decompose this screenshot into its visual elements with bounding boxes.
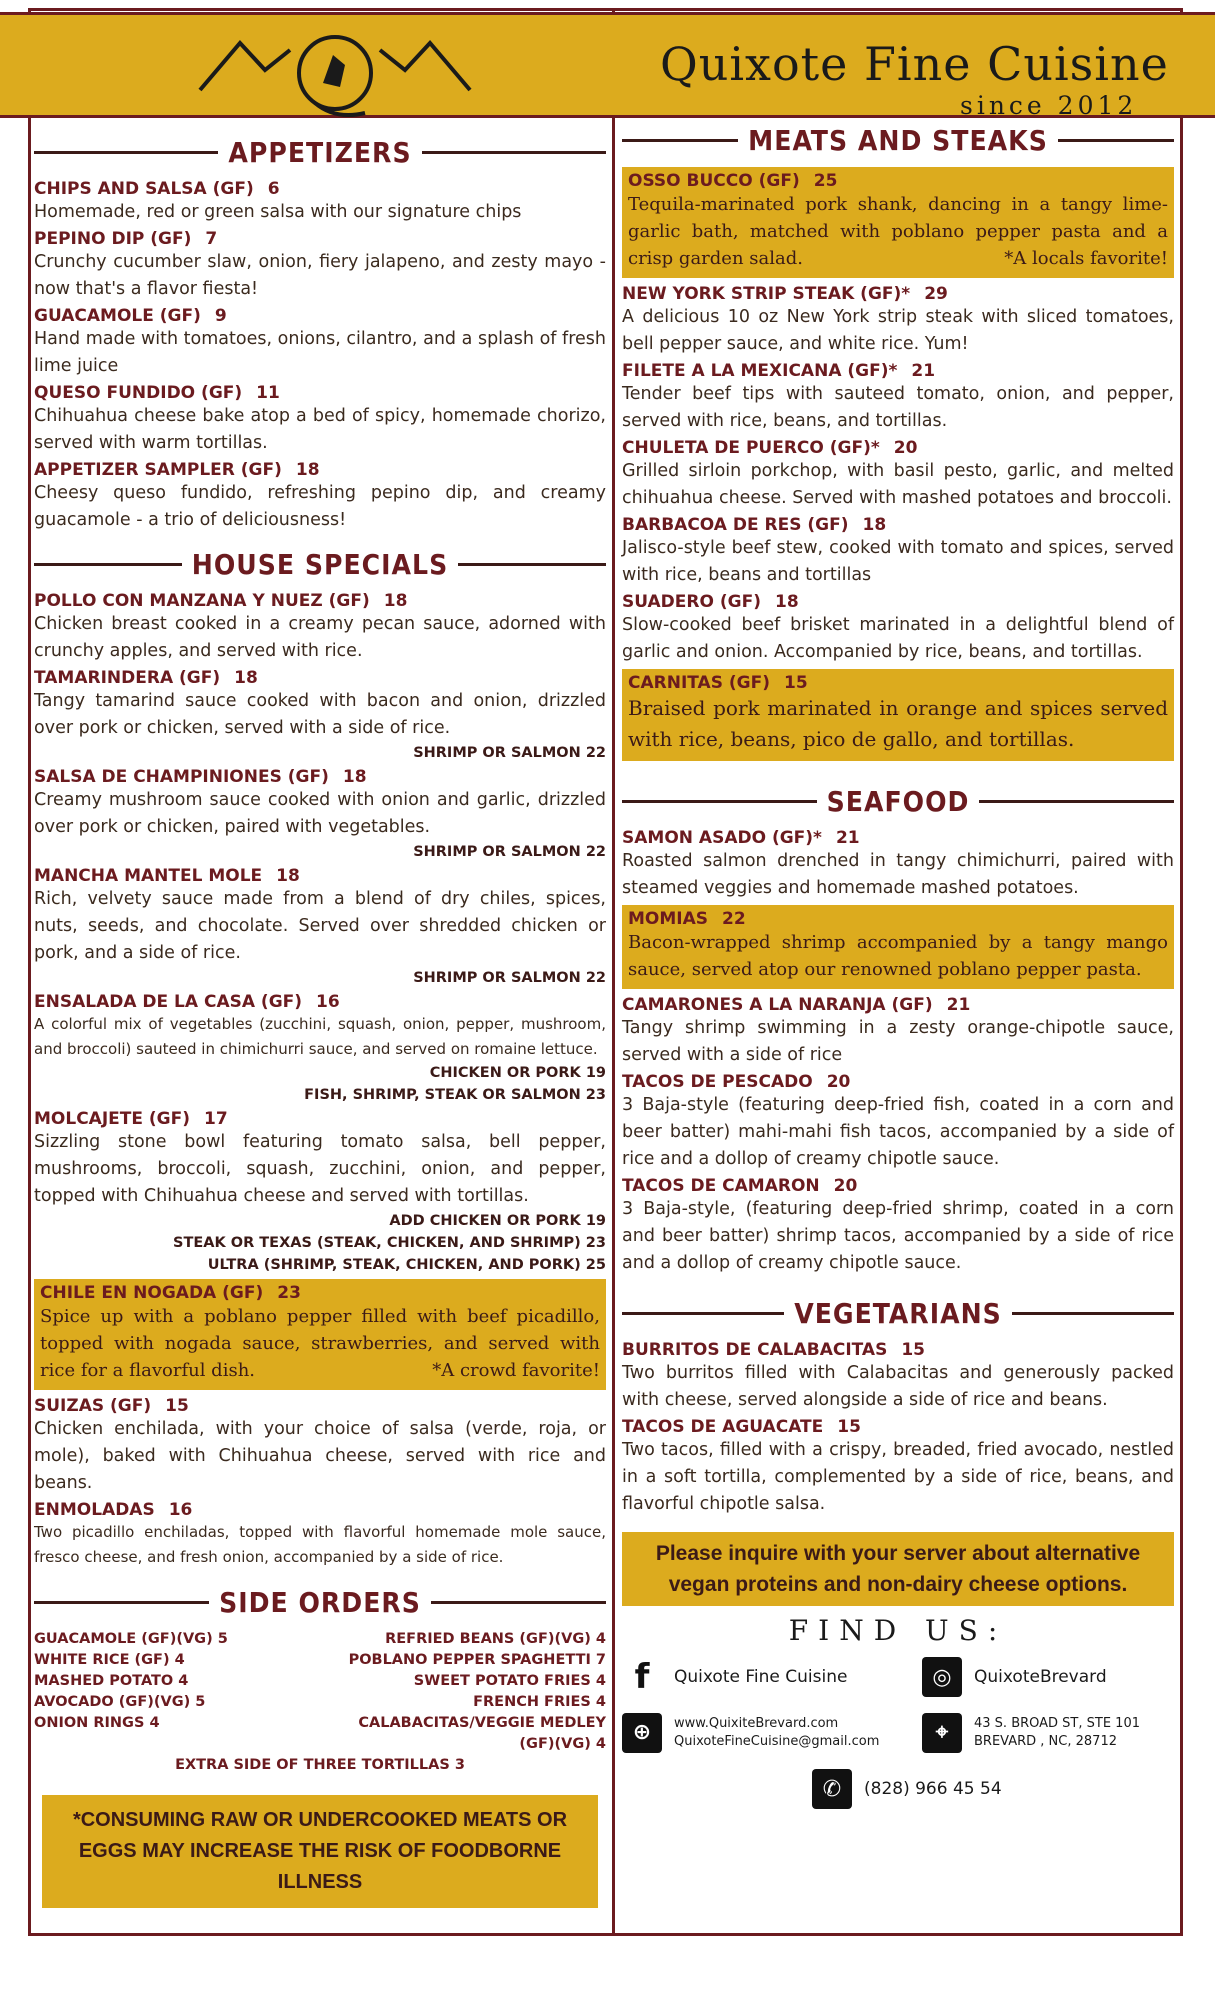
side-item: EXTRA SIDE OF THREE TORTILLAS 3 [175, 1757, 465, 1773]
side-item: ONION RINGS 4 [34, 1715, 160, 1731]
featured-menu-item: CHILE EN NOGADA (GF) 23 Spice up with a poblano pepper filled with beef picadillo, topped with nogada sauce, strawberries, and served with rice for a flavorful dish. *A crowd favorite! [34, 1279, 606, 1390]
menu-item: TACOS DE AGUACATE 15 Two tacos, filled with a crispy, breaded, fried avocado, nestled in a soft tortilla, complemented by a side of rice, beans, and flavorful chipotle salsa. [622, 1417, 1174, 1514]
menu-item: GUACAMOLE (GF) 9 Hand made with tomatoes, onions, cilantro, and a splash of fresh lime juice [34, 306, 606, 376]
featured-menu-item: CARNITAS (GF) 15 Braised pork marinated in orange and spices served with rice, beans, pico de gallo, and tortillas. [622, 669, 1174, 761]
logo [195, 25, 475, 120]
find-us-heading: FIND US: [788, 1614, 1008, 1647]
menu-item: ENSALADA DE LA CASA (GF) 16 A colorful mix of vegetables (zucchini, squash, onion, pepper, mushroom, and broccoli) sauteed in chimichurri sauce, and served on romaine lettuce. CHICKEN OR PORK 19 FISH, SHRIMP, STEAK OR SALMON 23 [34, 992, 606, 1103]
contact-block [622, 1657, 1174, 1827]
facebook-icon: f [634, 1657, 650, 1697]
menu-item: TACOS DE PESCADO 20 3 Baja-style (featuring deep-fried fish, coated in a corn and beer batter) mahi-mahi fish tacos, accompanied by a side of rice and a dollop of creamy chipotle sauce. [622, 1072, 1174, 1169]
menu-item: TACOS DE CAMARON 20 3 Baja-style, (featuring deep-fried shrimp, coated in a corn and beer batter) shrimp tacos, accompanied by a side of rice and a dollop of creamy chipotle sauce. [622, 1176, 1174, 1273]
instagram-icon: ◎ [922, 1657, 962, 1697]
vegetarians-heading: VEGETARIANS [622, 1297, 1174, 1330]
right-column [622, 118, 1174, 1827]
menu-item: APPETIZER SAMPLER (GF) 18 Cheesy queso fundido, refreshing pepino dip, and creamy guacamole - a trio of deliciousness! [34, 460, 606, 530]
column-divider [612, 8, 615, 1936]
menu-item: QUESO FUNDIDO (GF) 11 Chihuahua cheese bake atop a bed of spicy, homemade chorizo, served with warm tortillas. [34, 383, 606, 453]
side-item: GUACAMOLE (GF)(VG) 5 [34, 1631, 228, 1647]
phone-icon: ✆ [812, 1769, 852, 1809]
brand-since: since 2012 [960, 91, 1138, 120]
menu-item: SAMON ASADO (GF)* 21 Roasted salmon drenched in tangy chimichurri, paired with steamed veggies and homemade mashed potatoes. [622, 828, 1174, 898]
address: ⌖ 43 S. BROAD ST, STE 101 BREVARD , NC, 28712 [922, 1713, 1140, 1753]
featured-menu-item: OSSO BUCCO (GF) 25 Tequila-marinated pork shank, dancing in a tangy lime-garlic bath, matched with poblano pepper pasta and a crisp garden salad. *A locals favorite! [622, 167, 1174, 278]
menu-item: SUADERO (GF) 18 Slow-cooked beef brisket marinated in a delightful blend of garlic and onion. Accompanied by rice, beans, and tortillas. [622, 592, 1174, 662]
seafood-heading: SEAFOOD [622, 785, 1174, 818]
menu-item: MOLCAJETE (GF) 17 Sizzling stone bowl featuring tomato salsa, bell pepper, mushrooms, broccoli, squash, zucchini, onion, and pepper, topped with Chihuahua cheese and served with tortillas. ADD CHICKEN OR PORK 19 STEAK OR TEXAS (STEAK, CHICKEN, AND SHRIMP) 23 ULTRA (SHRIMP, STEAK, CHICKEN, AND PORK) 25 [34, 1109, 606, 1273]
left-column [34, 130, 606, 1908]
menu-item: MANCHA MANTEL MOLE 18 Rich, velvety sauce made from a blend of dry chiles, spices, nuts, seeds, and chocolate. Served over shredded chicken or pork, and a side of rice. SHRIMP OR SALMON 22 [34, 866, 606, 986]
menu-item: BURRITOS DE CALABACITAS 15 Two burritos filled with Calabacitas and generously packed with cheese, served alongside a side of rice and beans. [622, 1340, 1174, 1410]
meats-heading: MEATS AND STEAKS [622, 124, 1174, 157]
menu-item: CHULETA DE PUERCO (GF)* 20 Grilled sirloin porkchop, with basil pesto, garlic, and melted chihuahua cheese. Served with mashed potatoes and broccoli. [622, 438, 1174, 508]
menu-item: CAMARONES A LA NARANJA (GF) 21 Tangy shrimp swimming in a zesty orange-chipotle sauce, served with a side of rice [622, 995, 1174, 1065]
instagram-link[interactable]: ◎ QuixoteBrevard [922, 1657, 1107, 1697]
website-link[interactable]: ⊕ www.QuixiteBrevard.com QuixoteFineCuisine@gmail.com [622, 1713, 879, 1753]
menu-item: TAMARINDERA (GF) 18 Tangy tamarind sauce cooked with bacon and onion, drizzled over pork or chicken, served with a side of rice. SHRIMP OR SALMON 22 [34, 668, 606, 761]
brand-title: Quixote Fine Cuisine [660, 37, 1169, 91]
side-item: WHITE RICE (GF) 4 [34, 1652, 185, 1668]
side-orders-heading: SIDE ORDERS [34, 1586, 606, 1619]
menu-item: POLLO CON MANZANA Y NUEZ (GF) 18 Chicken breast cooked in a creamy pecan sauce, adorned with crunchy apples, and served with rice. [34, 591, 606, 661]
globe-icon: ⊕ [622, 1713, 662, 1753]
house-specials-heading: HOUSE SPECIALS [34, 548, 606, 581]
side-item: POBLANO PEPPER SPAGHETTI 7 [348, 1652, 606, 1668]
phone-link[interactable]: ✆ (828) 966 45 54 [812, 1769, 1002, 1809]
side-item: SWEET POTATO FRIES 4 [413, 1673, 606, 1689]
side-item: AVOCADO (GF)(VG) 5 [34, 1694, 206, 1710]
menu-item: ENMOLADAS 16 Two picadillo enchiladas, topped with flavorful homemade mole sauce, fresco cheese, and fresh onion, accompanied by a side of rice. [34, 1500, 606, 1566]
side-orders-list [34, 1629, 606, 1755]
header [0, 12, 1215, 118]
facebook-link[interactable]: f Quixote Fine Cuisine [622, 1657, 847, 1697]
vegan-notice: Please inquire with your server about alternative vegan proteins and non-dairy cheese options. [622, 1532, 1174, 1606]
menu-item: SALSA DE CHAMPINIONES (GF) 18 Creamy mushroom sauce cooked with onion and garlic, drizzled over pork or chicken, paired with vegetables. SHRIMP OR SALMON 22 [34, 767, 606, 860]
location-pin-icon: ⌖ [922, 1713, 962, 1753]
health-warning: *CONSUMING RAW OR UNDERCOOKED MEATS OR EGGS MAY INCREASE THE RISK OF FOODBORNE ILLNESS [42, 1795, 598, 1908]
side-item: FRENCH FRIES 4 [473, 1694, 606, 1710]
menu-item: NEW YORK STRIP STEAK (GF)* 29 A delicious 10 oz New York strip steak with sliced tomatoes, bell pepper sauce, and white rice. Yum! [622, 284, 1174, 354]
menu-item: BARBACOA DE RES (GF) 18 Jalisco-style beef stew, cooked with tomato and spices, served with rice, beans and tortillas [622, 515, 1174, 585]
side-item: CALABACITAS/VEGGIE MEDLEY (GF)(VG) 4 [358, 1715, 606, 1752]
menu-item: SUIZAS (GF) 15 Chicken enchilada, with your choice of salsa (verde, roja, or mole), baked with Chihuahua cheese, served with rice and beans. [34, 1396, 606, 1493]
side-item: REFRIED BEANS (GF)(VG) 4 [385, 1631, 606, 1647]
menu-item: CHIPS AND SALSA (GF) 6 Homemade, red or green salsa with our signature chips [34, 179, 522, 222]
appetizers-heading: APPETIZERS [34, 136, 606, 169]
featured-menu-item: MOMIAS 22 Bacon-wrapped shrimp accompanied by a tangy mango sauce, served atop our renowned poblano pepper pasta. [622, 905, 1174, 989]
menu-item: PEPINO DIP (GF) 7 Crunchy cucumber slaw, onion, fiery jalapeno, and zesty mayo - now that's a flavor fiesta! [34, 229, 606, 299]
menu-item: FILETE A LA MEXICANA (GF)* 21 Tender beef tips with sauteed tomato, onion, and pepper, served with rice, beans, and tortillas. [622, 361, 1174, 431]
side-item: MASHED POTATO 4 [34, 1673, 189, 1689]
